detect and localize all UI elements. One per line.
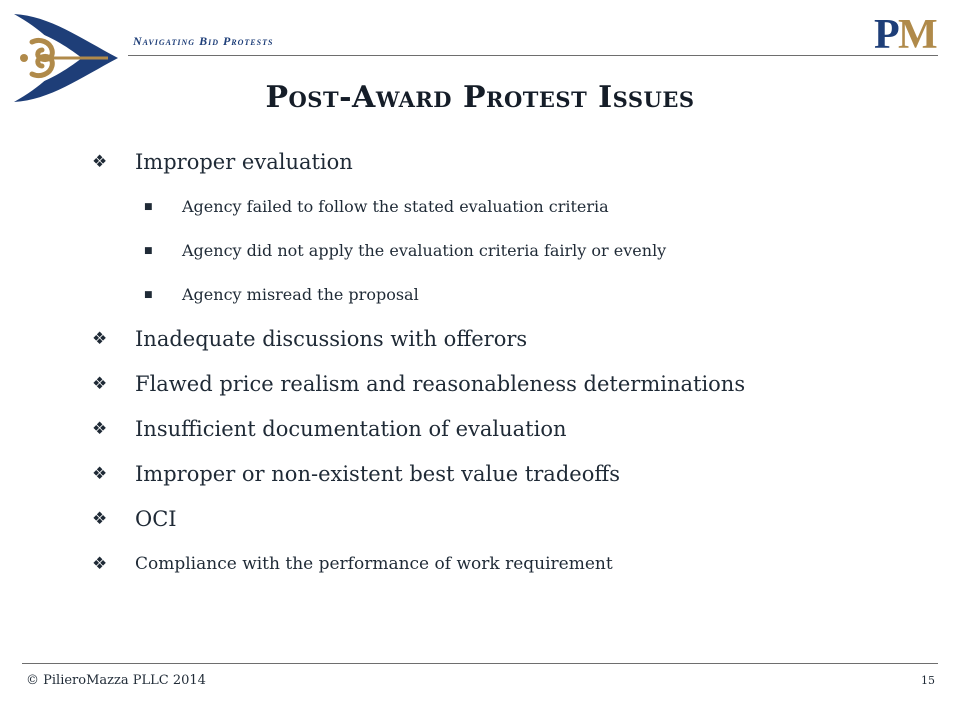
- list-item-text: Improper evaluation: [135, 150, 353, 174]
- list-item: [92, 187, 932, 231]
- diamond-bullet-icon: ❖: [92, 419, 108, 439]
- list-item: [92, 409, 932, 454]
- page-number: 15: [921, 674, 935, 687]
- header-divider: [128, 55, 938, 56]
- list-item: [92, 319, 932, 364]
- diamond-bullet-icon: ❖: [92, 554, 108, 574]
- list-item-text: Agency failed to follow the stated evaluation criteria: [182, 197, 609, 216]
- list-item-text: Improper or non-existent best value tradeoffs: [135, 462, 621, 486]
- slide-title: Post-Award Protest Issues: [265, 80, 695, 115]
- list-item: [92, 231, 932, 275]
- list-item: [92, 364, 932, 409]
- svg-text:M: M: [898, 12, 938, 54]
- list-item: [92, 275, 932, 319]
- list-item-text: Agency misread the proposal: [182, 285, 419, 304]
- list-item: [92, 544, 932, 589]
- bullet-list: [92, 142, 932, 589]
- list-item-text: Inadequate discussions with offerors: [135, 327, 528, 351]
- list-item-text: Flawed price realism and reasonableness determinations: [135, 372, 746, 396]
- list-item: [92, 142, 932, 187]
- list-item-text: Insufficient documentation of evaluation: [135, 417, 567, 441]
- square-bullet-icon: ■: [144, 246, 153, 256]
- list-item: [92, 499, 932, 544]
- square-bullet-icon: ■: [144, 290, 153, 300]
- diamond-bullet-icon: ❖: [92, 509, 108, 529]
- svg-text:P: P: [874, 12, 900, 54]
- footer-divider: [22, 663, 938, 664]
- list-item-text: Compliance with the performance of work requirement: [135, 554, 613, 574]
- square-bullet-icon: ■: [144, 202, 153, 212]
- list-item-text: Agency did not apply the evaluation criteria fairly or evenly: [182, 241, 667, 260]
- pm-firm-logo: [872, 8, 938, 54]
- diamond-bullet-icon: ❖: [92, 374, 108, 394]
- copyright-notice: © PilieroMazza PLLC 2014: [26, 673, 206, 688]
- diamond-bullet-icon: ❖: [92, 152, 108, 172]
- list-item: [92, 454, 932, 499]
- list-item-text: OCI: [135, 507, 177, 531]
- header-section-label: Navigating Bid Protests: [133, 34, 274, 48]
- diamond-bullet-icon: ❖: [92, 464, 108, 484]
- diamond-bullet-icon: ❖: [92, 329, 108, 349]
